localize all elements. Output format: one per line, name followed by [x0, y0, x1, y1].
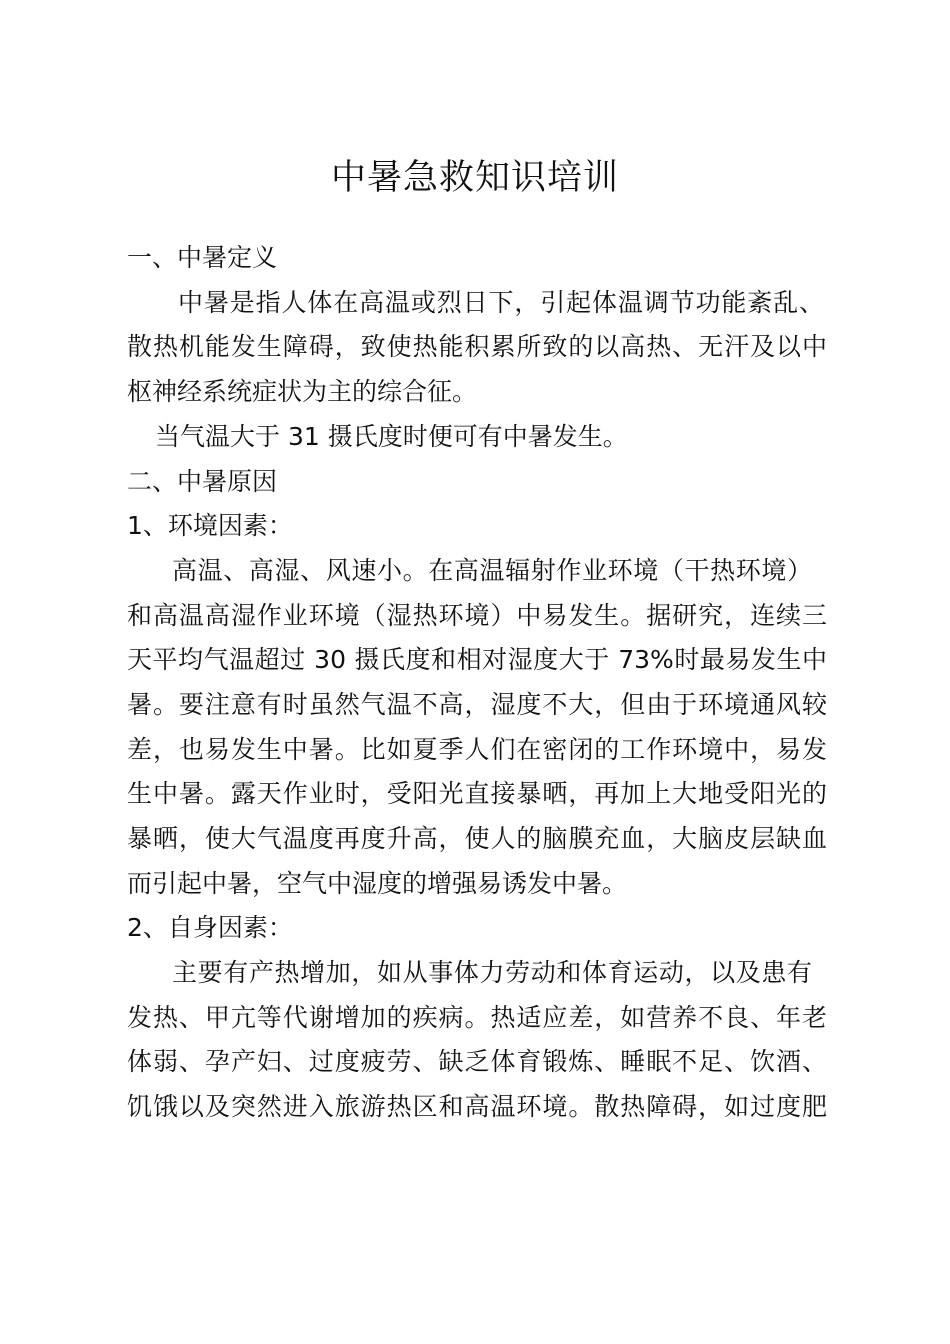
paragraph-line: 体弱、孕产妇、过度疲劳、缺乏体育锻炼、睡眠不足、饮酒、 [127, 1047, 827, 1076]
paragraph-line: 暴晒，使大气温度再度升高，使人的脑膜充血，大脑皮层缺血 [127, 824, 827, 853]
subsection-heading: 1、环境因素： [127, 511, 293, 540]
paragraph-line: 而引起中暑，空气中湿度的增强易诱发中暑。 [127, 869, 628, 898]
paragraph-line: 暑。要注意有时虽然气温不高，湿度不大，但由于环境通风较 [127, 690, 827, 719]
paragraph-line: 当气温大于 31 摄氏度时便可有中暑发生。 [155, 422, 628, 451]
paragraph-line: 高温、高湿、风速小。在高温辐射作业环境（干热环境） [172, 556, 812, 585]
paragraph-line: 中暑是指人体在高温或烈日下，引起体温调节功能紊乱、 [178, 288, 824, 317]
section-heading: 二、中暑原因 [127, 467, 278, 496]
subsection-heading: 2、自身因素： [127, 913, 293, 942]
document-title: 中暑急救知识培训 [330, 158, 619, 198]
paragraph-line: 天平均气温超过 30 摄氏度和相对湿度大于 73%时最易发生中 [127, 645, 827, 674]
paragraph-line: 散热机能发生障碍，致使热能积累所致的以高热、无汗及以中 [127, 332, 827, 361]
paragraph-line: 和高温高湿作业环境（湿热环境）中易发生。据研究，连续三 [127, 601, 827, 630]
paragraph-line: 差，也易发生中暑。比如夏季人们在密闭的工作环境中，易发 [127, 735, 827, 764]
paragraph-line: 生中暑。露天作业时，受阳光直接暴晒，再加上大地受阳光的 [127, 779, 827, 808]
section-heading: 一、中暑定义 [127, 243, 278, 272]
paragraph-line: 主要有产热增加，如从事体力劳动和体育运动，以及患有 [172, 958, 812, 987]
paragraph-line: 发热、甲亢等代谢增加的疾病。热适应差，如营养不良、年老 [127, 1003, 827, 1032]
paragraph-line: 饥饿以及突然进入旅游热区和高温环境。散热障碍，如过度肥 [127, 1092, 827, 1121]
paragraph-line: 枢神经系统症状为主的综合征。 [127, 377, 478, 406]
